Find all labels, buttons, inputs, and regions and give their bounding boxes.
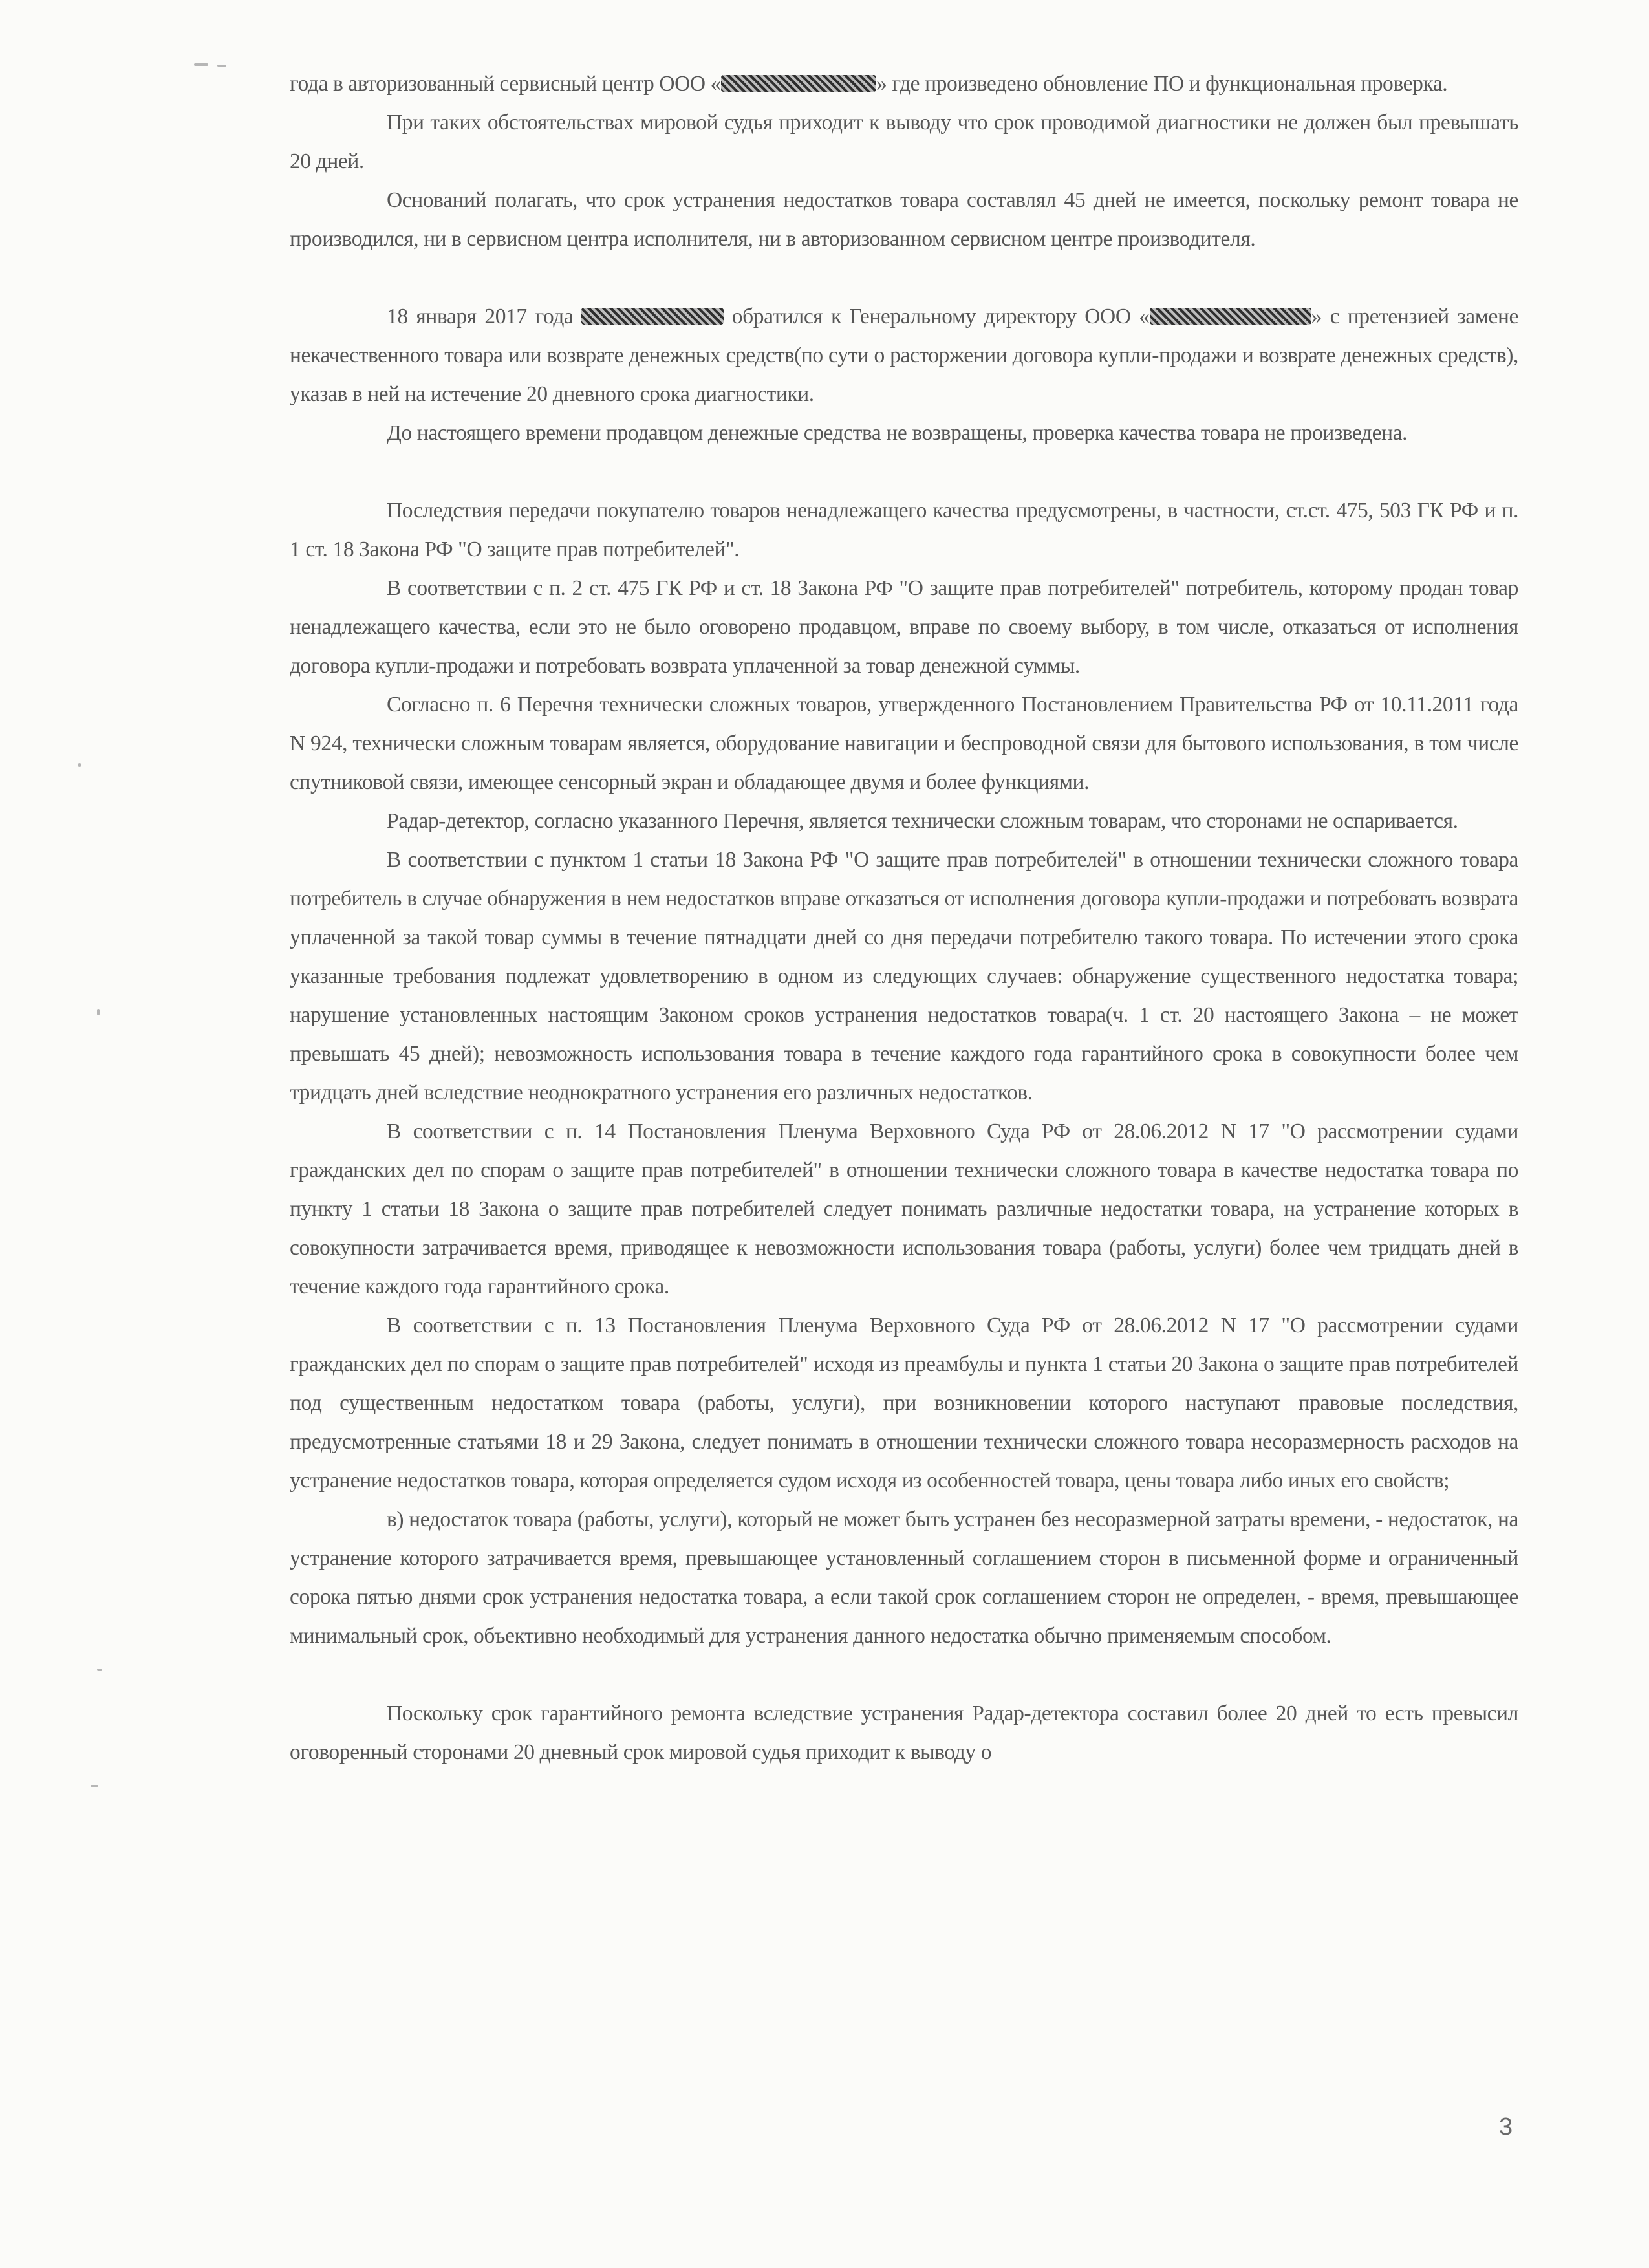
paragraph: В соответствии с п. 2 ст. 475 ГК РФ и ст. 18 Закона РФ "О защите прав потребителей" потребитель, которому продан товар ненадлежащего качества, если это не было оговорено продавцом, вправе по своему выбору, в том числе, отказаться от исполнения договора купли-продажи и потребовать возврата уплаченной за товар денежной суммы. [290, 576, 1518, 678]
paragraph [290, 65, 1518, 103]
paragraph-text: года в авторизованный сервисный центр ООО « [290, 72, 721, 96]
document-body [290, 65, 1518, 1772]
paragraph [290, 297, 1518, 414]
scan-speck [78, 763, 81, 767]
paragraph: в) недостаток товара (работы, услуги), который не может быть устранен без несоразмерной затраты времени, - недостаток, на устранение которого затрачивается время, превышающее установленный соглашением сторон в письменной форме и ограниченный сорока пятью днями срок устранения недостатка товара, а если такой срок соглашением сторон не определен, - время, превышающее минимальный срок, объективно необходимый для устранения данного недостатка обычно применяемым способом. [290, 1507, 1518, 1648]
paragraph: Оснований полагать, что срок устранения недостатков товара составлял 45 дней не имеется, поскольку ремонт товара не производился, ни в сервисном центра исполнителя, ни в авторизованном сервисном центре производителя. [290, 188, 1518, 251]
scan-speck [217, 65, 226, 67]
redacted-company-name [721, 75, 876, 92]
paragraph: Согласно п. 6 Перечня технически сложных товаров, утвержденного Постановлением Правительства РФ от 10.11.2011 года N 924, технически сложным товарам является, оборудование навигации и беспроводной связи для бытового использования, в том числе спутниковой связи, имеющее сенсорный экран и обладающее двумя и более функциями. [290, 693, 1518, 794]
page-number: 3 [1499, 2113, 1513, 2141]
paragraph: Последствия передачи покупателю товаров ненадлежащего качества предусмотрены, в частности, ст.ст. 475, 503 ГК РФ и п. 1 ст. 18 Закона РФ "О защите прав потребителей". [290, 499, 1518, 561]
paragraph: В соответствии с пунктом 1 статьи 18 Закона РФ "О защите прав потребителей" в отношении технически сложного товара потребитель в случае обнаружения в нем недостатков вправе отказаться от исполнения договора купли-продажи и потребовать возврата уплаченной за такой товар суммы в течение пятнадцати дней со дня передачи потребителю такого товара. По истечении этого срока указанные требования подлежат удовлетворению в одном из следующих случаев: обнаружение существенного недостатка товара; нарушение установленных настоящим Законом сроков устранения недостатков товара(ч. 1 ст. 20 настоящего Закона – не может превышать 45 дней); невозможность использования товара в течение каждого года гарантийного срока в совокупности более чем тридцать дней вследствие неоднократного устранения его различных недостатков. [290, 848, 1518, 1105]
scan-speck [194, 63, 208, 66]
paragraph: При таких обстоятельствах мировой судья приходит к выводу что срок проводимой диагностики не должен был превышать 20 дней. [290, 111, 1518, 173]
scan-speck [97, 1009, 100, 1015]
paragraph-text: » с претензией замене некачественного товара или возврате денежных средств(по сути о расторжении договора купли-продажи и возврате денежных средств), указав в ней на истечение 20 дневного срока диагностики. [290, 305, 1518, 406]
paragraph-text: » где произведено обновление ПО и функциональная проверка. [876, 72, 1448, 96]
paragraph-text: 18 января 2017 года [387, 305, 582, 329]
paragraph: В соответствии с п. 14 Постановления Пленума Верховного Суда РФ от 28.06.2012 N 17 "О рассмотрении судами гражданских дел по спорам о защите прав потребителей" в отношении технически сложного товара в качестве недостатка товара по пункту 1 статьи 18 Закона о защите прав потребителей следует понимать различные недостатки товара, на устранение которых в совокупности затрачивается время, приводящее к невозможности использования товара (работы, услуги) более чем тридцать дней в течение каждого года гарантийного срока. [290, 1119, 1518, 1299]
paragraph: До настоящего времени продавцом денежные средства не возвращены, проверка качества товара не произведена. [387, 421, 1408, 445]
paragraph: Поскольку срок гарантийного ремонта вследствие устранения Радар-детектора составил более 20 дней то есть превысил оговоренный сторонами 20 дневный срок мировой судья приходит к выводу о [290, 1701, 1518, 1764]
paragraph: В соответствии с п. 13 Постановления Пленума Верховного Суда РФ от 28.06.2012 N 17 "О рассмотрении судами гражданских дел по спорам о защите прав потребителей" исходя из преамбулы и пункта 1 статьи 20 Закона о защите прав потребителей под существенным недостатком товара (работы, услуги), при возникновении которого наступают правовые последствия, предусмотренные статьями 18 и 29 Закона, следует понимать в отношении технически сложного товара несоразмерность расходов на устранение недостатков товара, которая определяется судом исходя из особенностей товара, цены товара либо иных его свойств; [290, 1313, 1518, 1493]
scan-speck [97, 1669, 102, 1671]
paragraph: Радар-детектор, согласно указанного Перечня, является технически сложным товарам, что сторонами не оспаривается. [387, 809, 1458, 833]
scan-speck [91, 1785, 98, 1787]
redacted-company-name [1150, 308, 1311, 325]
paragraph-text: обратился к Генеральному директору ООО « [724, 305, 1150, 329]
redacted-person-name [581, 308, 724, 325]
